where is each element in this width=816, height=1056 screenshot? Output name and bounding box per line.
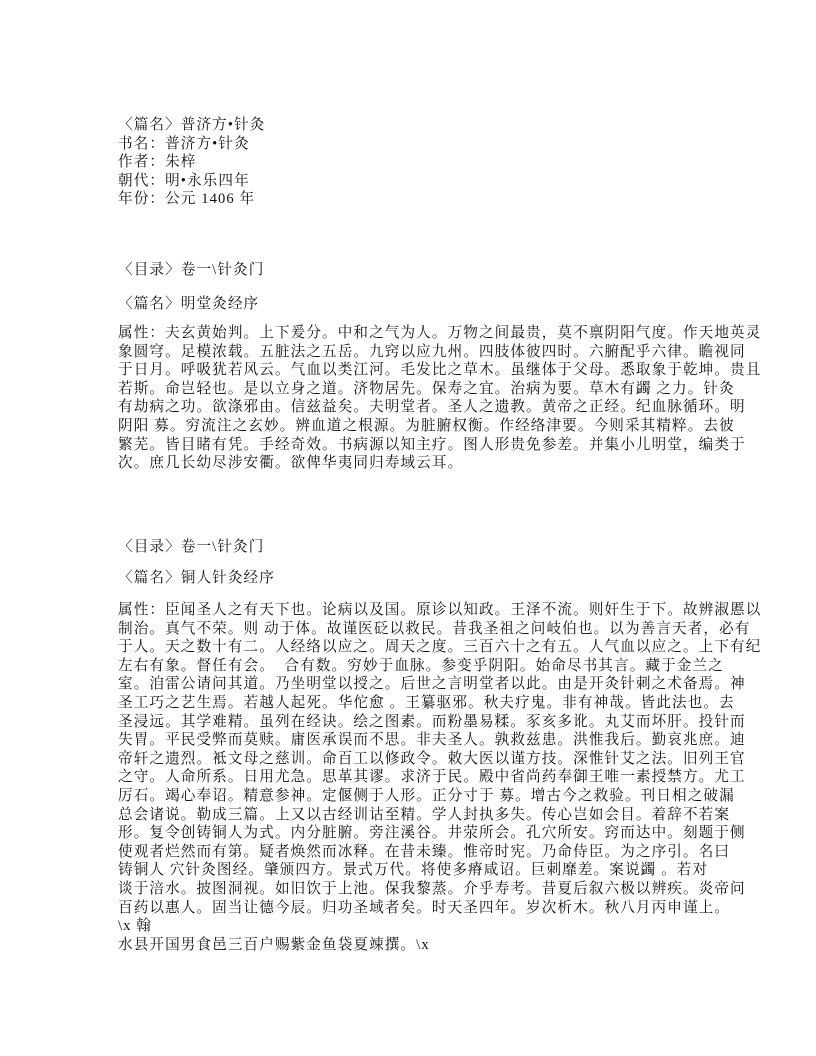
text-line: 形。复令创铸铜人为式。内分脏腑。旁注溪谷。井荥所会。孔穴所安。窍而达中。刻题于侧 bbox=[118, 825, 746, 842]
section1-catalog bbox=[118, 261, 718, 280]
catalog-heading: 〈目录〉卷一\针灸门 bbox=[118, 262, 265, 278]
section2-body bbox=[118, 601, 762, 954]
text-line: 圣工巧之艺生焉。若越人起死。华佗愈 。王纂驱邪。秋夫疗鬼。非有神哉。皆此法也。去 bbox=[118, 694, 735, 711]
text-line: 次。庶几长幼尽涉安衢。欲俾华夷同归寿域云耳。 bbox=[118, 455, 464, 472]
catalog-heading: 〈目录〉卷一\针灸门 bbox=[118, 539, 265, 555]
document-metadata bbox=[118, 116, 718, 209]
text-line: 使观者烂然而有第。疑者焕然而冰释。在昔未臻。惟帝时宪。乃命侍臣。为之序引。名曰 bbox=[118, 843, 731, 860]
section1-body bbox=[118, 324, 762, 473]
section2-title bbox=[118, 569, 718, 588]
metadata-line: 〈篇名〉普济方•针灸 bbox=[118, 117, 266, 133]
text-line: 属性：臣闻圣人之有天下也。论病以及国。原诊以知政。王泽不流。则奸生于下。故辨淑慝以 bbox=[118, 602, 762, 618]
text-line: 圣浸远。其学难精。虽列在经诀。绘之图素。而粉墨易糅。豕亥多讹。丸艾而坏肝。投针而 bbox=[118, 713, 746, 730]
text-line: 于人。天之数十有二。人经络以应之。周天之度。三百六十之有五。人气血以应之。上下有纪 bbox=[118, 639, 762, 656]
section1-title bbox=[118, 295, 718, 314]
section2-catalog bbox=[118, 538, 718, 557]
text-line: 失胃。平民受弊而莫赎。庸医承误而不思。非夫圣人。孰救兹患。洪惟我后。勤哀兆庶。迪 bbox=[118, 732, 746, 749]
text-line: 谈于涪水。披图洞视。如旧饮于上池。保我黎蒸。介乎寿考。昔夏后叙六极以辨疾。炎帝问 bbox=[118, 880, 746, 897]
text-line: 百药以惠人。固当让德今辰。归功圣域者矣。时天圣四年。岁次析木。秋八月丙申谨上。 bbox=[118, 899, 731, 916]
metadata-line: 书名：普济方•针灸 bbox=[118, 135, 250, 152]
text-line: 室。洎雷公请问其道。乃坐明堂以授之。后世之言明堂者以此。由是开灸针刺之术备焉。神 bbox=[118, 676, 746, 693]
text-line: 之守。人命所系。日用尤急。思革其谬。求济于民。殿中省尚药奉御王唯一素授禁方。尤工 bbox=[118, 769, 746, 786]
text-line: 制治。真气不荣。则 动于体。故谨医砭以救民。昔我圣祖之问岐伯也。以为善言天者，必有 bbox=[118, 620, 751, 637]
text-line: 总会诸说。勒成三篇。上又以古经训诂至精。学人封执多失。传心岂如会目。着辞不若案 bbox=[118, 806, 731, 823]
text-line: 于日月。呼吸犹若风云。气血以类江河。毛发比之草木。虽继体于父母。悉取象于乾坤。贵且 bbox=[118, 362, 762, 379]
text-line: 水县开国男食邑三百户赐紫金鱼袋夏竦撰。\x bbox=[118, 936, 430, 953]
text-line: 阴阳 募。穷流注之玄妙。辨血道之根源。为脏腑权衡。作经络津要。今则采其精粹。去彼 bbox=[118, 417, 735, 434]
metadata-line: 作者：朱梓 bbox=[118, 154, 197, 171]
chapter-title: 〈篇名〉铜人针灸经序 bbox=[118, 570, 275, 586]
text-line: 繁芜。皆目睹有凭。手经奇效。书病源以知主疗。图人形贵免参差。并集小儿明堂，编类于 bbox=[118, 436, 746, 453]
text-line: 铸铜人 穴针灸图经。肇颁四方。景式万代。将使多瘠咸诏。巨刺靡差。案说蠲 。若对 bbox=[118, 862, 709, 879]
text-line: 厉石。竭心奉诏。精意参神。定偃侧于人形。正分寸于 募。增古今之救验。刊日相之破漏 bbox=[118, 787, 735, 804]
metadata-line: 朝代：明•永乐四年 bbox=[118, 172, 250, 189]
text-line: 象圆穹。足模浓载。五脏法之五岳。九窍以应九州。四肢体彼四时。六腑配乎六律。瞻视同 bbox=[118, 343, 746, 360]
text-line: \x 翰 bbox=[118, 918, 152, 935]
chapter-title: 〈篇名〉明堂灸经序 bbox=[118, 296, 260, 312]
text-line: 左右有象。督任有会。 合有数。穷妙于血脉。参变乎阴阳。始命尽书其言。藏于金兰之 bbox=[118, 657, 724, 674]
text-line: 有劫病之功。欲涤邪由。信兹益矣。夫明堂者。圣人之遗教。黄帝之正经。纪血脉循环。明 bbox=[118, 399, 746, 416]
text-line: 帝轩之遗烈。袛文母之慈训。命百工以修政令。敕大医以谨方技。深惟针艾之法。旧列王官 bbox=[118, 750, 746, 767]
text-line: 属性：夫玄黄始判。上下爰分。中和之气为人。万物之间最贵，莫不禀阴阳气度。作天地英灵 bbox=[118, 325, 762, 341]
metadata-line: 年份：公元 1406 年 bbox=[118, 191, 256, 208]
text-line: 若斯。命岂轻也。是以立身之道。济物居先。保寿之宜。治病为要。草木有蠲 之力。针灸 bbox=[118, 380, 735, 397]
